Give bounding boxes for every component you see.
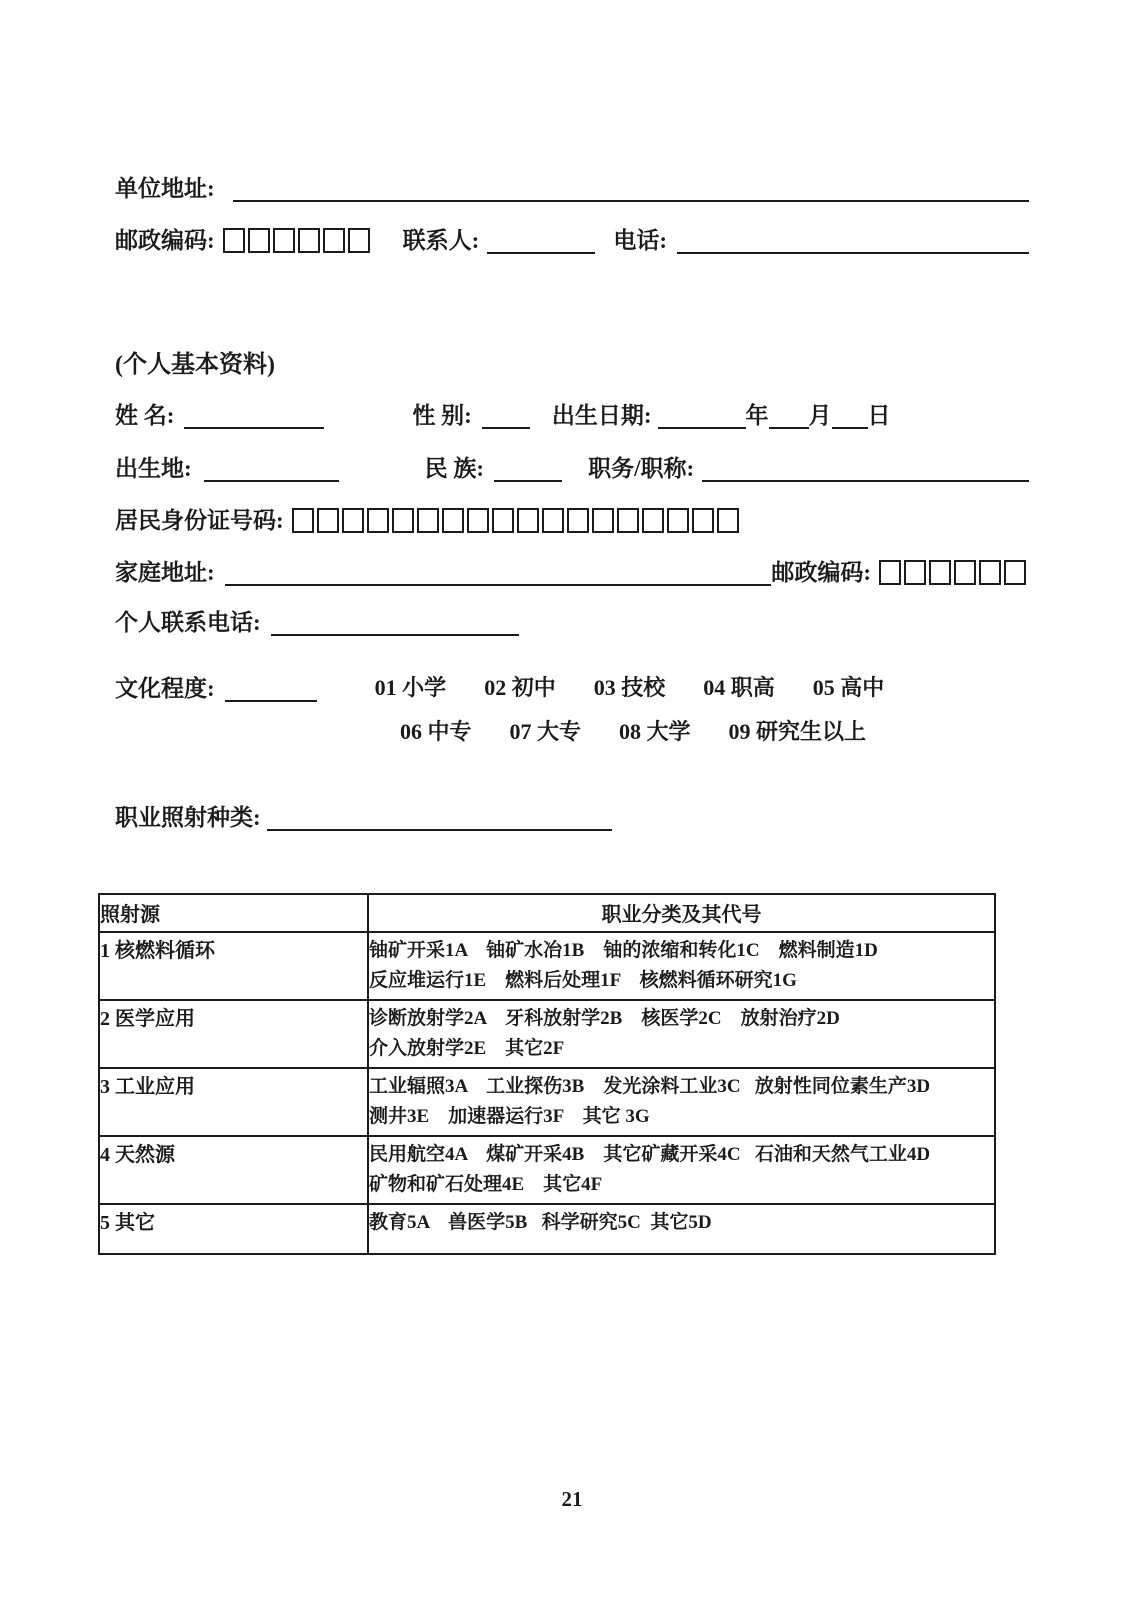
checkbox[interactable] (223, 228, 245, 253)
table-row-industrial (99, 1068, 995, 1136)
checkbox[interactable] (367, 508, 389, 533)
checkbox[interactable] (323, 228, 345, 253)
source-cell: 3 工业应用 (99, 1068, 368, 1136)
category-line: 教育5A 兽医学5B 科学研究5C 其它5D (369, 1212, 712, 1233)
ethnicity-label: 民 族: (424, 455, 485, 481)
birthplace-field[interactable] (204, 450, 339, 482)
category-line: 矿物和矿石处理4E 其它4F (369, 1174, 603, 1195)
education-label: 文化程度: (115, 675, 215, 701)
education-field[interactable] (225, 670, 317, 702)
birthplace-line (115, 448, 1029, 482)
checkbox[interactable] (567, 508, 589, 533)
id-number-boxes (292, 508, 742, 533)
checkbox[interactable] (542, 508, 564, 533)
contact-person-label: 联系人: (402, 227, 480, 253)
source-cell: 2 医学应用 (99, 1000, 368, 1068)
category-line: 测井3E 加速器运行3F 其它 3G (369, 1106, 650, 1127)
unit-address-line (115, 168, 1029, 202)
personal-section-title: (个人基本资料) (115, 352, 275, 378)
education-options-row2-line (115, 712, 1029, 746)
education-option: 06 中专 (400, 719, 472, 744)
category-cell (368, 1000, 995, 1068)
unit-postcode-line (115, 220, 1029, 254)
personal-phone-line (115, 602, 1029, 636)
table-row-natural-source (99, 1136, 995, 1204)
category-line: 工业辐照3A 工业探伤3B 发光涂料工业3C 放射性同位素生产3D (369, 1076, 931, 1097)
table-row-medical (99, 1000, 995, 1068)
checkbox[interactable] (298, 228, 320, 253)
job-title-field[interactable] (702, 450, 1029, 482)
category-cell (368, 1136, 995, 1204)
checkbox[interactable] (617, 508, 639, 533)
personal-phone-label: 个人联系电话: (115, 609, 261, 635)
table-header-source: 照射源 (99, 894, 368, 932)
education-option: 01 小学 (374, 675, 447, 700)
category-cell (368, 1204, 995, 1254)
unit-address-label: 单位地址: (115, 175, 215, 201)
education-option: 04 职高 (703, 675, 775, 700)
checkbox[interactable] (592, 508, 614, 533)
checkbox[interactable] (273, 228, 295, 253)
checkbox[interactable] (492, 508, 514, 533)
unit-address-field[interactable] (233, 170, 1029, 202)
category-line: 介入放射学2E 其它2F (369, 1038, 565, 1059)
birth-year-field[interactable] (658, 397, 746, 429)
education-option: 07 大专 (509, 719, 582, 744)
birthdate-label: 出生日期: (551, 402, 652, 428)
ethnicity-field[interactable] (494, 450, 562, 482)
education-line (115, 668, 1029, 702)
checkbox[interactable] (979, 560, 1001, 585)
education-options-row1 (375, 671, 885, 702)
occupation-category-table (98, 893, 996, 1255)
category-cell (368, 932, 995, 1000)
checkbox[interactable] (642, 508, 664, 533)
education-option: 09 研究生以上 (728, 719, 867, 744)
id-number-label: 居民身份证号码: (115, 507, 284, 533)
exposure-type-line (115, 797, 1029, 831)
home-postcode-boxes (879, 560, 1029, 585)
checkbox[interactable] (717, 508, 739, 533)
personal-phone-field[interactable] (271, 604, 519, 636)
education-option: 03 技校 (593, 675, 666, 700)
checkbox[interactable] (517, 508, 539, 533)
name-line (115, 395, 1029, 429)
unit-phone-field[interactable] (677, 222, 1029, 254)
checkbox[interactable] (292, 508, 314, 533)
checkbox[interactable] (692, 508, 714, 533)
home-address-label: 家庭地址: (115, 559, 215, 585)
home-address-line (115, 552, 1029, 586)
home-address-field[interactable] (225, 554, 772, 586)
category-line: 铀矿开采1A 铀矿水冶1B 铀的浓缩和转化1C 燃料制造1D (369, 940, 878, 961)
checkbox[interactable] (342, 508, 364, 533)
category-cell (368, 1068, 995, 1136)
education-options-row2 (400, 715, 866, 746)
name-field[interactable] (184, 397, 324, 429)
table-row-nuclear-fuel-cycle (99, 932, 995, 1000)
education-option: 02 初中 (484, 675, 556, 700)
birth-day-field[interactable] (832, 397, 868, 429)
birthplace-label: 出生地: (115, 455, 192, 481)
checkbox[interactable] (348, 228, 370, 253)
source-cell: 5 其它 (99, 1204, 368, 1254)
id-number-line (115, 500, 1029, 534)
checkbox[interactable] (442, 508, 464, 533)
exposure-type-label: 职业照射种类: (115, 804, 261, 830)
unit-phone-label: 电话: (613, 227, 668, 253)
checkbox[interactable] (417, 508, 439, 533)
source-cell: 1 核燃料循环 (99, 932, 368, 1000)
birth-month-field[interactable] (769, 397, 809, 429)
source-cell: 4 天然源 (99, 1136, 368, 1204)
contact-person-field[interactable] (487, 222, 595, 254)
table-header-category: 职业分类及其代号 (368, 894, 995, 932)
job-title-label: 职务/职称: (588, 455, 695, 481)
page-number: 21 (561, 1487, 583, 1511)
checkbox[interactable] (467, 508, 489, 533)
unit-postcode-boxes (223, 228, 373, 253)
year-suffix: 年 (745, 402, 769, 428)
gender-field[interactable] (482, 397, 530, 429)
gender-label: 性 别: (412, 402, 472, 428)
checkbox[interactable] (879, 560, 901, 585)
checkbox[interactable] (317, 508, 339, 533)
checkbox[interactable] (929, 560, 951, 585)
checkbox[interactable] (667, 508, 689, 533)
category-line: 诊断放射学2A 牙科放射学2B 核医学2C 放射治疗2D (369, 1008, 840, 1029)
checkbox[interactable] (954, 560, 976, 585)
checkbox[interactable] (904, 560, 926, 585)
checkbox[interactable] (1004, 560, 1026, 585)
home-postcode-label: 邮政编码: (771, 559, 871, 585)
table-header-row (99, 894, 995, 932)
table-row-other (99, 1204, 995, 1254)
day-suffix: 日 (867, 402, 891, 428)
unit-postcode-label: 邮政编码: (115, 227, 215, 253)
month-suffix: 月 (808, 402, 832, 428)
name-label: 姓 名: (115, 402, 175, 428)
category-line: 反应堆运行1E 燃料后处理1F 核燃料循环研究1G (369, 970, 797, 991)
exposure-type-field[interactable] (267, 799, 612, 831)
education-option: 08 大学 (619, 719, 691, 744)
category-line: 民用航空4A 煤矿开采4B 其它矿藏开采4C 石油和天然气工业4D (369, 1144, 931, 1165)
education-option: 05 高中 (812, 675, 885, 700)
checkbox[interactable] (248, 228, 270, 253)
checkbox[interactable] (392, 508, 414, 533)
